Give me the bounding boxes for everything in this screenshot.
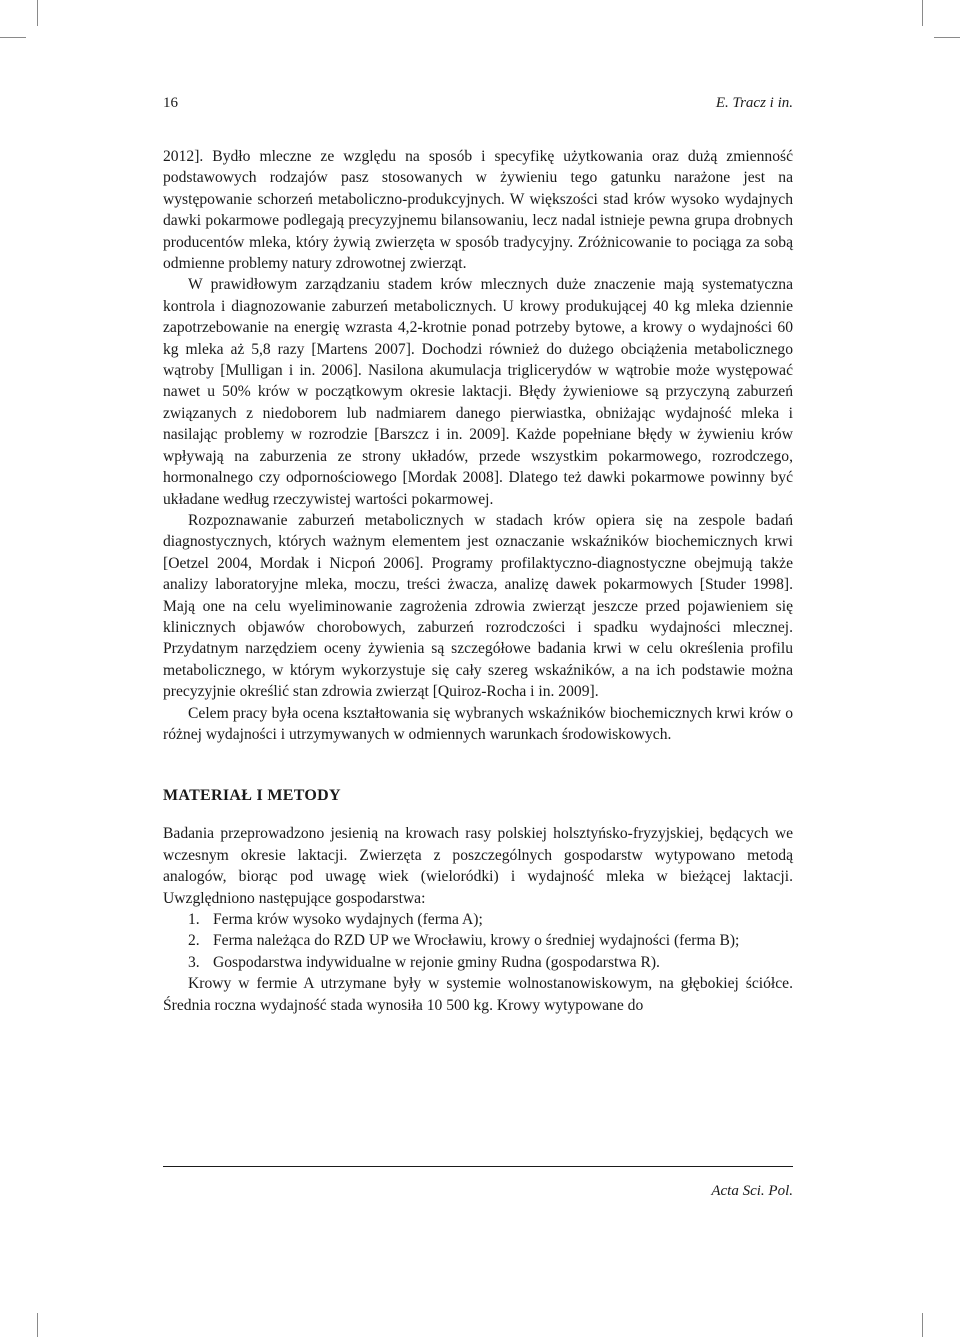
list-item-text: Ferma krów wysoko wydajnych (ferma A); [213, 911, 483, 928]
farm-list [163, 909, 793, 973]
crop-mark-bottom-right [922, 1313, 923, 1337]
list-item-number: 3. [188, 953, 200, 971]
page-body [163, 146, 793, 1016]
crop-mark-bottom-left [37, 1313, 38, 1337]
list-item-number: 2. [188, 932, 200, 950]
footer-rule [163, 1166, 793, 1167]
crop-mark-top-left-h [0, 37, 26, 38]
journal-name: Acta Sci. Pol. [711, 1183, 793, 1199]
paragraph-diagnostics: Rozpoznawanie zaburzeń metabolicznych w stadach krów opiera się na zespole badań diagnostycznych, których ważnym elementem jest oznaczanie wskaźników biochemicznych krwi [Oetzel 2004, Mordak i Nicpoń 2006]. Programy profilaktyczno-diagnostyczne obejmują także analizy laboratoryjne mleka, moczu, treści żwacza, analizę dawek pokarmowych [Studer 1998]. Mają one na celu wyeliminowanie zagrożenia zdrowia zwierząt jeszcze przed pojawieniem się klinicznych objawów chorobowych, zaburzeń rozrodczości i spadku wydajności mlecznej. Przydatnym narzędziem oceny żywienia są szczegółowe badania krwi w celu określenia profilu metabolicznego, w którym wykorzystuje się cały szereg wskaźników, a na ich podstawie można precyzyjnie określić stan zdrowia zwierząt [Quiroz-Rocha i in. 2009]. [163, 511, 793, 701]
crop-mark-top-right-h [934, 37, 960, 38]
running-title: E. Tracz i in. [715, 95, 793, 111]
paragraph-farm-a: Krowy w fermie A utrzymane były w systemie wolnostanowiskowym, na głębokiej ściółce. Średnia roczna wydajność stada wynosiła 10 500 kg. Krowy wytypowane do [163, 975, 793, 1014]
section-heading: MATERIAŁ I METODY [163, 787, 341, 805]
list-item [163, 952, 793, 973]
list-item-number: 1. [188, 911, 200, 928]
crop-mark-top-left [37, 0, 38, 26]
list-item-text: Gospodarstwa indywidualne w rejonie gminy Rudna (gospodarstwa R). [213, 953, 660, 971]
list-item [163, 909, 793, 930]
paragraph-methods-intro: Badania przeprowadzono jesienią na krowach rasy polskiej holsztyńsko-fryzyjskiej, będących we wczesnym okresie laktacji. Zwierzęta z poszczególnych gospodarstw wytypowano metodą analogów, biorąc pod uwagę wiek (wieloródki) i wydajność mleka w bieżącej laktacji. Uwzględniono następujące gospodarstwa: [163, 825, 793, 907]
paragraph-aim: Celem pracy była ocena kształtowania się wybranych wskaźników biochemicznych krwi krów o różnej wydajności i utrzymywanych w odmiennych warunkach środowiskowych. [163, 704, 793, 743]
list-item [163, 930, 793, 951]
paragraph-metabolic-control: W prawidłowym zarządzaniu stadem krów mlecznych duże znaczenie mają systematyczna kontrola i diagnozowanie zaburzeń metabolicznych. U krowy produkującej 40 kg mleka dziennie zapotrzebowanie na energię wzrasta 4,2-krotnie ponad potrzeby bytowe, a krowy o wydajności 60 kg mleka aż 5,8 razy [Martens 2007]. Dochodzi również do dużego obciążenia metabolicznego wątroby [Mulligan i in. 2006]. Nasilona akumulacja triglicerydów w wątrobie może występować nawet u 50% krów w początkowym okresie laktacji. Błędy żywieniowe są przyczyną zaburzeń związanych z niedoborem lub nadmiarem danego pierwiastka, obniżając wydajność mleka i nasilając problemy w rozrodzie [Barszcz i in. 2009]. Każde popełniane błędy w żywieniu krów wpływają na zaburzenia ze strony układów, przede wszystkim pokarmowego, rozrodczego, hormonalnego czy odpornościowego [Mordak 2008]. Dlatego też dawki pokarmowe powinny być układane według rzeczywistej wartości pokarmowej. [163, 276, 793, 508]
paragraph-continuation: 2012]. Bydło mleczne ze względu na sposób i specyfikę użytkowania oraz dużą zmienność podstawowych rodzajów pasz stosowanych w żywieniu tego gatunku narażone jest na występowanie schorzeń metaboliczno-produkcyjnych. W większości stad krów wysoko wydajnych dawki pokarmowe podlegają precyzyjnemu bilansowaniu, lecz nadal istnieje pewna grupa drobnych producentów mleka, który żywią zwierzęta w sposób tradycyjny. Zróżnicowanie to pociąga za sobą odmienne problemy natury zdrowotnej zwierząt. [163, 148, 793, 273]
list-item-text: Ferma należąca do RZD UP we Wrocławiu, krowy o średniej wydajności (ferma B); [213, 932, 740, 950]
crop-mark-top-right [922, 0, 923, 26]
page-number: 16 [163, 95, 178, 111]
page-header [163, 94, 793, 112]
